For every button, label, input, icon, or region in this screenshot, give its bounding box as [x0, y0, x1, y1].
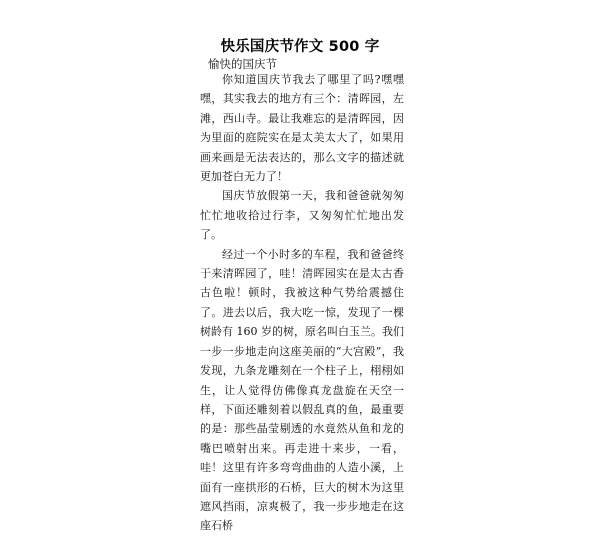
document-title: 快乐国庆节作文 500 字 — [220, 39, 380, 55]
paragraph: 经过一个小时多的车程，我和爸爸终于来清晖园了，哇！清晖园实在是太古香古色啦！顿时，我被这种气势给震撼住了。进去以后，我大吃一惊，发现了一棵树龄有 160 岁的树，原名叫白玉兰。我们一步一步地走向这座美丽的“大宫殿”，我发现，九条龙雕刻在一个柱子上，栩栩如生，让人觉得仿佛像真龙盘旋在天空一样，下面还雕刻着以假乱真的鱼，最重要的是：那些晶莹剔透的水竟然从鱼和龙的嘴巴喷射出来。再走进十来步，一看，哇！这里有许多弯弯曲曲的人造小溪，上面有一座拱形的石桥，巨大的树木为这里遮风挡雨，凉爽极了，我一步步地走在这座石桥 — [200, 247, 404, 533]
paragraph: 你知道国庆节我去了哪里了吗?嘿嘿嘿，其实我去的地方有三个：清晖园，左滩，西山寺。最让我难忘的是清晖园，因为里面的庭院实在是太美太大了，如果用画来画是无法表达的，那么文字的描述就更加苍白无力了！ — [200, 73, 404, 184]
paragraph: 国庆节放假第一天，我和爸爸就匆匆忙忙地收拾过行李，又匆匆忙忙地出发了。 — [200, 189, 404, 242]
essay-subtitle: 愉快的国庆节 — [208, 57, 277, 71]
essay-body — [200, 70, 404, 536]
